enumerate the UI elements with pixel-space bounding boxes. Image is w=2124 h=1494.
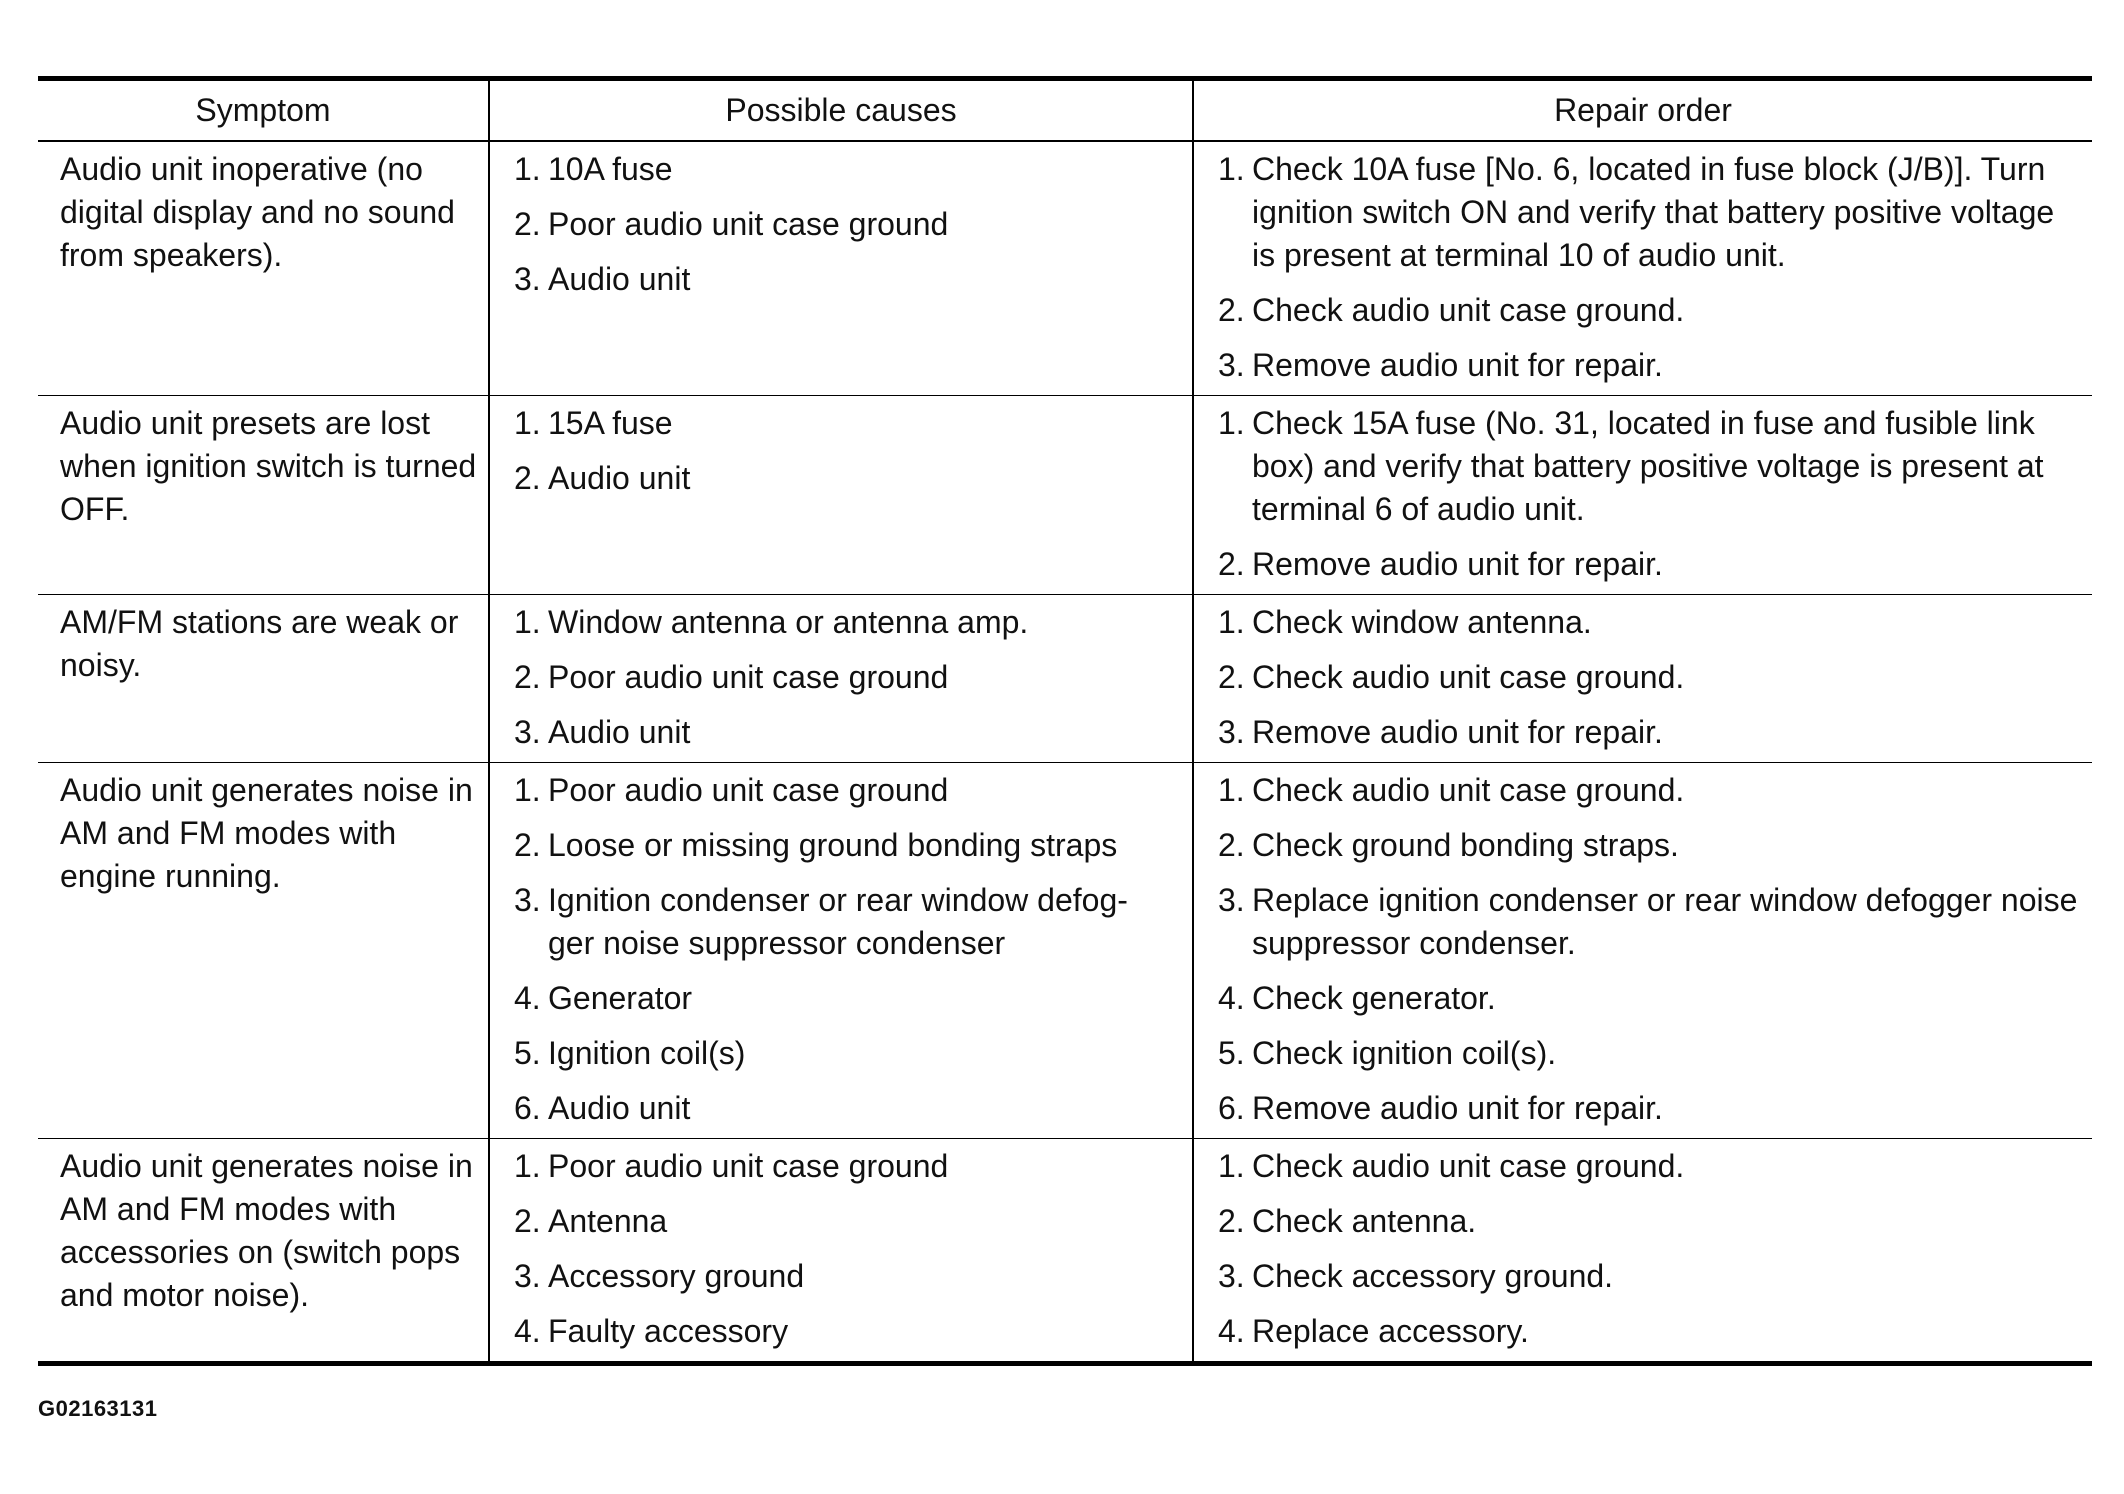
repair-item: 6. Remove audio unit for repair.	[1218, 1090, 1663, 1126]
symptom-cell: Audio unit generates noise in AM and FM modes with accessories on (switch pops and motor noise).	[60, 1148, 473, 1313]
header-symptom: Symptom	[38, 79, 489, 142]
cause-item: 1. Poor audio unit case ground	[514, 1148, 949, 1184]
repair-item: 3. Remove audio unit for repair.	[1218, 347, 1663, 383]
causes-cell	[489, 595, 1193, 763]
causes-cell	[489, 763, 1193, 1139]
repair-item: 5. Check ignition coil(s).	[1218, 1035, 1557, 1071]
repair-item: 1. Check audio unit case ground.	[1218, 772, 1685, 808]
repair-item: 3. Check accessory ground.	[1218, 1258, 1614, 1294]
repair-cell	[1193, 396, 2092, 595]
table-row	[38, 763, 2092, 1139]
table-row	[38, 396, 2092, 595]
repair-item: 4. Replace accessory.	[1218, 1313, 1529, 1349]
symptom-cell: AM/FM stations are weak or noisy.	[38, 595, 489, 763]
repair-item: 2. Check audio unit case ground.	[1218, 292, 1685, 328]
repair-item: 2. Check ground bonding straps.	[1218, 827, 1679, 863]
cause-item: 1. 15A fuse	[514, 405, 673, 441]
cause-item: 3. Ignition condenser or rear window defog- ger noise suppressor condenser	[514, 882, 1128, 961]
cause-item: 1. 10A fuse	[514, 151, 673, 187]
causes-cell	[489, 141, 1193, 396]
repair-item: 1. Check 15A fuse (No. 31, located in fuse and fusible link box) and verify that battery positive voltage is present at terminal 6 of audio unit.	[1218, 405, 2044, 527]
repair-cell	[1193, 141, 2092, 396]
header-possible-causes: Possible causes	[489, 79, 1193, 142]
cause-item: 2. Antenna	[514, 1203, 668, 1239]
cause-item: 2. Audio unit	[514, 460, 691, 496]
cause-item: 4. Faulty accessory	[514, 1313, 789, 1349]
table-row	[38, 1139, 2092, 1364]
table-row	[38, 141, 2092, 396]
symptom-cell: Audio unit presets are lost when ignition switch is turned OFF.	[38, 396, 489, 595]
repair-item: 4. Check generator.	[1218, 980, 1496, 1016]
cause-item: 3. Audio unit	[514, 261, 691, 297]
header-repair-order: Repair order	[1193, 79, 2092, 142]
repair-cell	[1193, 1139, 2092, 1364]
cause-item: 4. Generator	[514, 980, 693, 1016]
repair-item: 1. Check audio unit case ground.	[1218, 1148, 1685, 1184]
repair-item: 2. Check antenna.	[1218, 1203, 1477, 1239]
header-row	[38, 79, 2092, 142]
repair-item: 1. Check window antenna.	[1218, 604, 1592, 640]
causes-cell	[489, 1139, 1193, 1364]
cause-item: 3. Accessory ground	[514, 1258, 805, 1294]
diagnosis-table	[38, 76, 2092, 1366]
repair-item: 2. Remove audio unit for repair.	[1218, 546, 1663, 582]
cause-item: 1. Poor audio unit case ground	[514, 772, 949, 808]
cause-item: 2. Loose or missing ground bonding straps	[514, 827, 1118, 863]
repair-item: 1. Check 10A fuse [No. 6, located in fuse block (J/B)]. Turn ignition switch ON and verify that battery positive voltage is present at terminal 10 of audio unit.	[1218, 151, 2055, 273]
repair-cell	[1193, 595, 2092, 763]
cause-item: 6. Audio unit	[514, 1090, 691, 1126]
repair-item: 3. Replace ignition condenser or rear window defogger noise suppressor condenser.	[1218, 882, 2078, 961]
repair-item: 2. Check audio unit case ground.	[1218, 659, 1685, 695]
symptom-cell: Audio unit inoperative (no digital display and no sound from speakers).	[38, 141, 489, 396]
figure-code: G02163131	[38, 1396, 158, 1421]
cause-item: 2. Poor audio unit case ground	[514, 206, 949, 242]
cause-item: 2. Poor audio unit case ground	[514, 659, 949, 695]
cause-item: 3. Audio unit	[514, 714, 691, 750]
cause-item: 5. Ignition coil(s)	[514, 1035, 746, 1071]
repair-item: 3. Remove audio unit for repair.	[1218, 714, 1663, 750]
symptom-cell: Audio unit generates noise in AM and FM modes with engine running.	[38, 763, 489, 1139]
table-row	[38, 595, 2092, 763]
cause-item: 1. Window antenna or antenna amp.	[514, 604, 1029, 640]
repair-cell	[1193, 763, 2092, 1139]
causes-cell	[489, 396, 1193, 595]
